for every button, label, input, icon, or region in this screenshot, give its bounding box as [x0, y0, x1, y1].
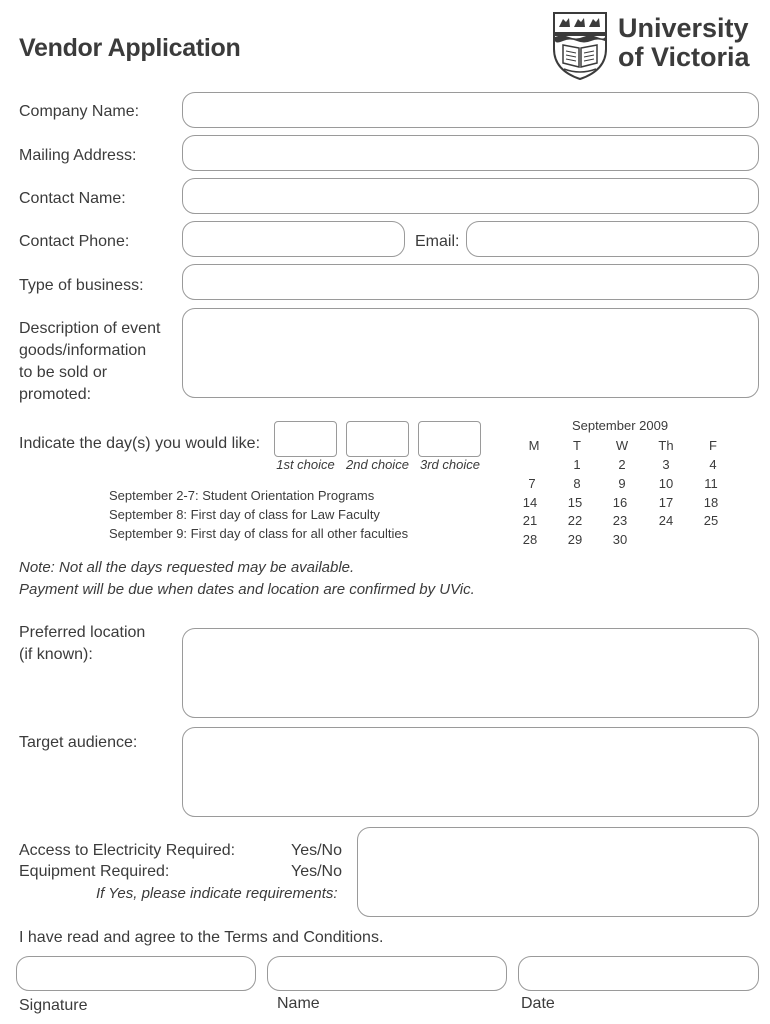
calendar-weekday: W — [615, 438, 629, 453]
third-choice-box[interactable] — [418, 421, 481, 457]
signature-label: Signature — [19, 997, 88, 1014]
calendar-weekday: F — [709, 438, 717, 453]
third-choice-label: 3rd choice — [420, 457, 480, 472]
calendar-day: 15 — [567, 495, 583, 510]
preferred-location-label — [19, 622, 145, 666]
email-field[interactable] — [466, 221, 759, 257]
event-list — [109, 486, 408, 543]
calendar-day: 23 — [612, 513, 628, 528]
event-item: September 9: First day of class for all other faculties — [109, 526, 409, 541]
calendar-day: 11 — [704, 476, 718, 491]
calendar-day: 28 — [522, 532, 538, 547]
name-field[interactable] — [267, 956, 507, 991]
date-field[interactable] — [518, 956, 759, 991]
calendar-day: 21 — [522, 513, 538, 528]
description-label-line: promoted: — [19, 386, 92, 403]
calendar-day: 7 — [528, 476, 536, 491]
calendar-day: 14 — [522, 495, 538, 510]
preferred-location-field[interactable] — [182, 628, 759, 718]
equipment-label: Equipment Required: — [19, 863, 170, 880]
type-of-business-label: Type of business: — [19, 277, 144, 294]
contact-name-label: Contact Name: — [19, 190, 126, 207]
company-name-label: Company Name: — [19, 103, 140, 120]
description-label — [19, 318, 160, 406]
calendar-day: 9 — [618, 476, 626, 491]
second-choice-label: 2nd choice — [346, 457, 409, 472]
requirements-field[interactable] — [357, 827, 759, 917]
calendar-title: September 2009 — [571, 418, 669, 433]
logo-line-2: of Victoria — [618, 42, 750, 72]
mailing-address-field[interactable] — [182, 135, 759, 171]
calendar-day: 24 — [658, 513, 674, 528]
calendar-day: 18 — [703, 495, 719, 510]
equipment-yes-no[interactable]: Yes/No — [291, 863, 342, 880]
contact-phone-field[interactable] — [182, 221, 405, 257]
calendar-day: 29 — [567, 532, 583, 547]
mailing-address-label: Mailing Address: — [19, 147, 137, 164]
calendar-day: 22 — [567, 513, 583, 528]
target-audience-label: Target audience: — [19, 734, 138, 751]
calendar-day: 10 — [658, 476, 674, 491]
name-label: Name — [277, 995, 320, 1012]
requirements-hint: If Yes, please indicate requirements: — [96, 885, 338, 902]
target-audience-field[interactable] — [182, 727, 759, 817]
event-item: September 2-7: Student Orientation Programs — [109, 488, 375, 503]
email-label: Email: — [415, 233, 460, 250]
note-line: Payment will be due when dates and location are confirmed by UVic. — [19, 581, 475, 598]
description-label-line: Description of event — [19, 320, 161, 337]
calendar-day: 25 — [703, 513, 719, 528]
university-logo-text — [618, 14, 750, 72]
type-of-business-field[interactable] — [182, 264, 759, 300]
description-label-line: goods/information — [19, 342, 147, 359]
calendar-day: 4 — [709, 457, 717, 472]
calendar-day: 8 — [573, 476, 581, 491]
preferred-location-line: Preferred location — [19, 624, 146, 641]
days-prompt: Indicate the day(s) you would like: — [19, 435, 261, 452]
calendar-day: 17 — [658, 495, 674, 510]
electricity-yes-no[interactable]: Yes/No — [291, 842, 342, 859]
contact-phone-label: Contact Phone: — [19, 233, 130, 250]
calendar-day: 3 — [662, 457, 670, 472]
calendar-day: 16 — [612, 495, 628, 510]
event-item: September 8: First day of class for Law Faculty — [109, 507, 380, 522]
second-choice-box[interactable] — [346, 421, 409, 457]
date-label: Date — [521, 995, 555, 1012]
logo-line-1: University — [618, 13, 749, 43]
first-choice-box[interactable] — [274, 421, 337, 457]
university-crest-icon — [552, 11, 608, 81]
first-choice-label: 1st choice — [276, 457, 335, 472]
description-label-line: to be sold or — [19, 364, 108, 381]
availability-note — [19, 557, 475, 601]
calendar-day: 2 — [618, 457, 626, 472]
contact-name-field[interactable] — [182, 178, 759, 214]
calendar-day: 1 — [573, 457, 581, 472]
electricity-label: Access to Electricity Required: — [19, 842, 236, 859]
company-name-field[interactable] — [182, 92, 759, 128]
note-line: Note: Not all the days requested may be available. — [19, 559, 355, 576]
calendar-day: 30 — [612, 532, 628, 547]
description-field[interactable] — [182, 308, 759, 398]
calendar-weekday: M — [528, 438, 540, 453]
agreement-text: I have read and agree to the Terms and Conditions. — [19, 929, 384, 946]
calendar-weekday: T — [573, 438, 581, 453]
page-title: Vendor Application — [19, 34, 241, 62]
calendar-weekday: Th — [658, 438, 674, 453]
preferred-location-line: (if known): — [19, 646, 93, 663]
signature-field[interactable] — [16, 956, 256, 991]
